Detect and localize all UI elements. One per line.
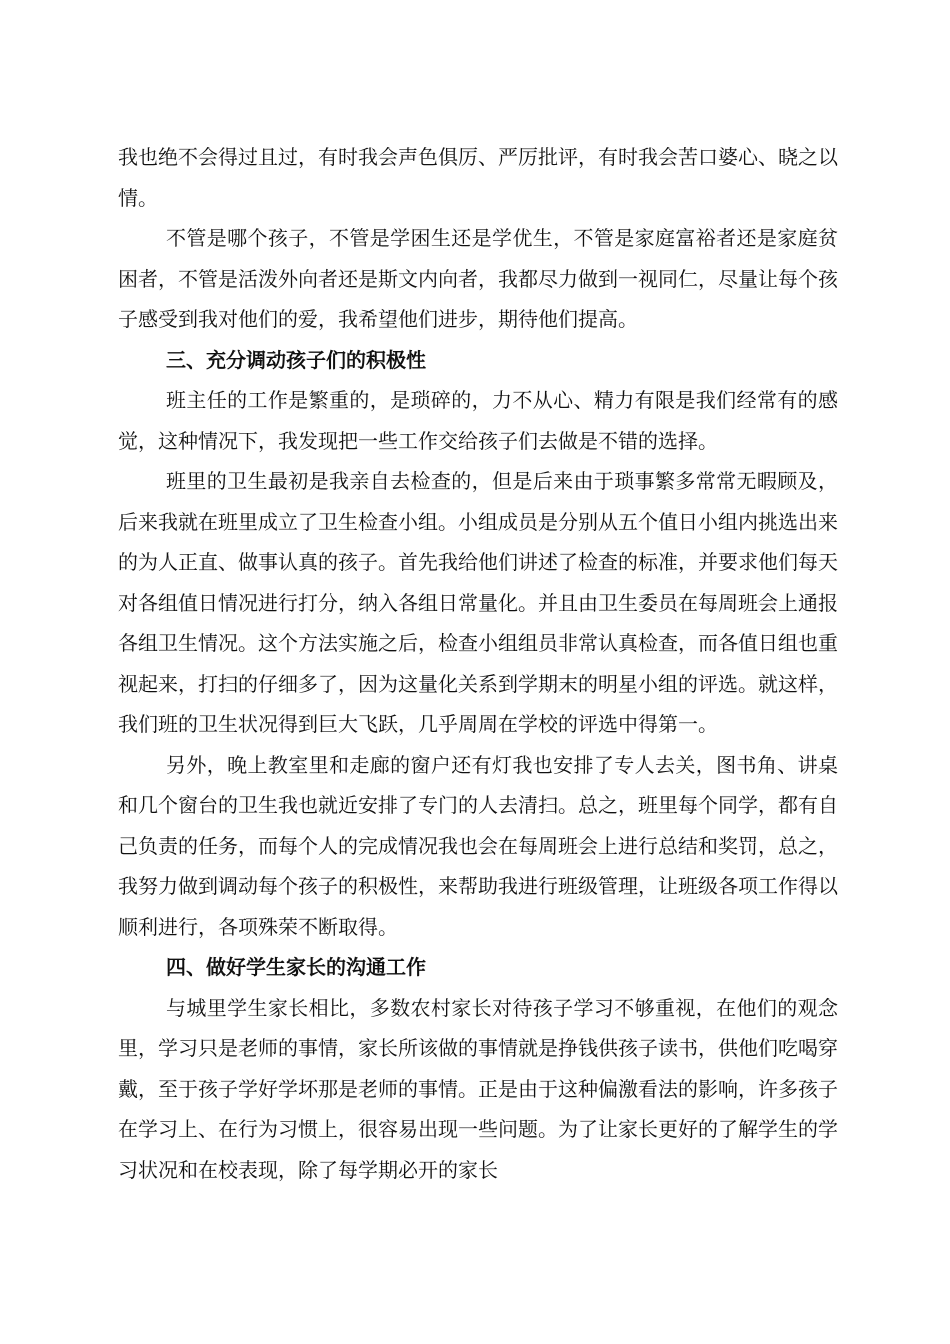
section-heading-3: 三、充分调动孩子们的积极性 [166, 347, 426, 372]
document-page [118, 137, 838, 1190]
paragraph-continuation: 我也绝不会得过且过，有时我会声色俱厉、严厉批评，有时我会苦口婆心、晓之以情。 [118, 145, 838, 210]
paragraph: 与城里学生家长相比，多数农村家长对待孩子学习不够重视，在他们的观念里，学习只是老师的事情，家长所该做的事情就是挣钱供孩子读书，供他们吃喝穿戴，至于孩子学好学坏那是老师的事情。正是由于这种偏激看法的影响，许多孩子在学习上、在行为习惯上，很容易出现一些问题。为了让家长更好的了解学生的学习状况和在校表现，除了每学期必开的家长 [118, 995, 838, 1182]
paragraph: 班主任的工作是繁重的，是琐碎的，力不从心、精力有限是我们经常有的感觉，这种情况下，我发现把一些工作交给孩子们去做是不错的选择。 [118, 388, 838, 453]
paragraph: 不管是哪个孩子，不管是学困生还是学优生，不管是家庭富裕者还是家庭贫困者，不管是活泼外向者还是斯文内向者，我都尽力做到一视同仁，尽量让每个孩子感受到我对他们的爱，我希望他们进步，期待他们提高。 [118, 226, 838, 331]
section-heading-4: 四、做好学生家长的沟通工作 [166, 955, 426, 979]
paragraph: 另外，晚上教室里和走廊的窗户还有灯我也安排了专人去关，图书角、讲桌和几个窗台的卫生我也就近安排了专门的人去清扫。总之，班里每个同学，都有自己负责的任务，而每个人的完成情况我也会在每周班会上进行总结和奖罚，总之，我努力做到调动每个孩子的积极性，来帮助我进行班级管理，让班级各项工作得以顺利进行，各项殊荣不断取得。 [118, 752, 838, 939]
paragraph: 班里的卫生最初是我亲自去检查的，但是后来由于琐事繁多常常无暇顾及，后来我就在班里成立了卫生检查小组。小组成员是分别从五个值日小组内挑选出来的为人正直、做事认真的孩子。首先我给他们讲述了检查的标准，并要求他们每天对各组值日情况进行打分，纳入各组日常量化。并且由卫生委员在每周班会上通报各组卫生情况。这个方法实施之后，检查小组组员非常认真检查，而各值日组也重视起来，打扫的仔细多了，因为这量化关系到学期末的明星小组的评选。就这样，我们班的卫生状况得到巨大飞跃，几乎周周在学校的评选中得第一。 [118, 469, 838, 736]
